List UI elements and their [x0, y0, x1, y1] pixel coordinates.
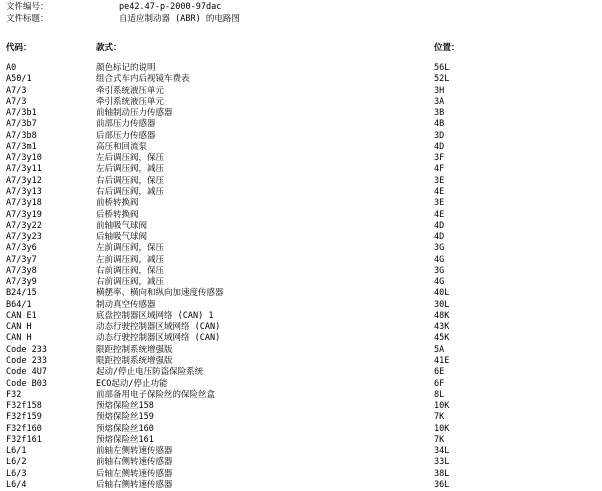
- table-row: [0, 243, 602, 254]
- row-code: L6/3: [6, 468, 27, 479]
- table-row: [0, 322, 602, 333]
- row-code: F32f160: [6, 423, 42, 434]
- table-row: [0, 255, 602, 266]
- row-name: 左前调压阀，保压: [96, 243, 165, 254]
- row-location: 40L: [434, 288, 450, 299]
- row-name: 预熔保险丝159: [96, 412, 154, 423]
- row-code: A7/3y6: [6, 243, 37, 254]
- row-code: Code 4U7: [6, 367, 47, 378]
- row-name: 后桥转换阀: [96, 209, 139, 220]
- row-code: A7/3y10: [6, 153, 42, 164]
- row-code: A7/3b8: [6, 130, 37, 141]
- row-name: 前桥转换阀: [96, 198, 139, 209]
- row-code: A7/3y18: [6, 198, 42, 209]
- table-row: [0, 424, 602, 435]
- table-row: [0, 131, 602, 142]
- table-row: [0, 153, 602, 164]
- table-row: [0, 457, 602, 468]
- row-location: 3D: [434, 130, 445, 141]
- row-name: 右前调压阀，保压: [96, 265, 165, 276]
- row-location: 3G: [434, 265, 445, 276]
- row-code: A7/3y11: [6, 164, 42, 175]
- row-code: A7/3y19: [6, 209, 42, 220]
- row-name: 牵引系统液压单元: [96, 85, 165, 96]
- row-location: 4E: [434, 209, 445, 220]
- row-name: 颜色标记的说明: [96, 63, 156, 73]
- table-row: [0, 164, 602, 175]
- table-row: [0, 232, 602, 243]
- row-code: A7/3y13: [6, 186, 42, 197]
- row-code: F32f158: [6, 401, 42, 412]
- row-code: A7/3m1: [6, 141, 37, 152]
- row-code: Code B03: [6, 378, 47, 389]
- row-code: Code 233: [6, 344, 47, 355]
- row-name: 横摆率、横向和纵向加速度传感器: [96, 288, 224, 299]
- row-location: 3B: [434, 108, 445, 119]
- table-row: [0, 142, 602, 153]
- row-location: 3A: [434, 96, 445, 107]
- row-location: 4E: [434, 186, 445, 197]
- table-row: [0, 119, 602, 130]
- row-name: 左后调压阀，减压: [96, 164, 165, 175]
- table-row: [0, 333, 602, 344]
- row-name: 前轴右侧转速传感器: [96, 457, 173, 468]
- row-location: 8L: [434, 389, 445, 400]
- row-name: 动态行驶控制器区域网络 (CAN): [96, 322, 221, 333]
- row-location: 4D: [434, 232, 445, 243]
- row-location: 7K: [434, 434, 445, 445]
- table-row: [0, 63, 602, 74]
- row-location: 45K: [434, 333, 450, 344]
- row-location: 6E: [434, 367, 445, 378]
- table-row: [0, 435, 602, 446]
- row-location: 3F: [434, 153, 445, 164]
- table-row: [0, 311, 602, 322]
- row-location: 4B: [434, 119, 445, 130]
- row-location: 52L: [434, 74, 450, 85]
- table-row: [0, 288, 602, 299]
- row-code: L6/2: [6, 457, 27, 468]
- row-name: 右前调压阀，减压: [96, 277, 165, 288]
- table-row: [0, 198, 602, 209]
- row-code: CAN H: [6, 333, 32, 344]
- row-name: 预熔保险丝161: [96, 434, 154, 445]
- row-name: 预熔保险丝158: [96, 401, 154, 412]
- row-code: A7/3y9: [6, 277, 37, 288]
- row-code: A7/3y8: [6, 265, 37, 276]
- row-name: 组合式车内后视镜车费表: [96, 74, 190, 85]
- table-row: [0, 277, 602, 288]
- row-location: 4D: [434, 220, 445, 231]
- table-row: [0, 74, 602, 85]
- row-name: 限距控制系统增强版: [96, 356, 173, 367]
- row-location: 10K: [434, 423, 450, 434]
- row-code: A7/3y12: [6, 175, 42, 186]
- row-name: 动态行驶控制器区域网络 (CAN): [96, 333, 221, 344]
- row-location: 10K: [434, 401, 450, 412]
- row-location: 4G: [434, 254, 445, 265]
- row-name: 前轴制动压力传感器: [96, 108, 173, 119]
- location-column-header: 位置：: [434, 43, 460, 53]
- row-code: L6/1: [6, 446, 27, 457]
- table-row: [0, 446, 602, 457]
- row-name: 右后调压阀，减压: [96, 186, 165, 197]
- row-location: 48K: [434, 310, 450, 321]
- row-location: 4F: [434, 164, 445, 175]
- row-name: 牵引系统液压单元: [96, 96, 165, 107]
- table-row: [0, 390, 602, 401]
- doc-number-label: 文件编号：: [6, 2, 49, 12]
- row-location: 3G: [434, 243, 445, 254]
- row-code: F32f161: [6, 434, 42, 445]
- row-location: 33L: [434, 457, 450, 468]
- row-code: A7/3b1: [6, 108, 37, 119]
- row-location: 4G: [434, 277, 445, 288]
- row-name: 起动/停止电压防盗保险系统: [96, 367, 204, 378]
- doc-number-value: pe42.47-p-2000-97dac: [119, 2, 222, 12]
- row-code: CAN H: [6, 322, 32, 333]
- row-name: 左前调压阀，减压: [96, 254, 165, 265]
- row-location: 36L: [434, 479, 450, 490]
- row-name: 左后调压阀，保压: [96, 153, 165, 164]
- table-row: [0, 187, 602, 198]
- table-row: [0, 210, 602, 221]
- doc-title-label: 文件标题：: [6, 14, 49, 24]
- code-column-header: 代码：: [6, 43, 32, 53]
- row-name: 前轴吸气球阀: [96, 220, 148, 231]
- row-name: 高压和回流泵: [96, 141, 148, 152]
- doc-title-value: 自适应制动器 (ABR) 的电路图: [119, 14, 240, 24]
- row-code: F32: [6, 389, 22, 400]
- table-row: [0, 97, 602, 108]
- row-location: 3E: [434, 175, 445, 186]
- table-row: [0, 469, 602, 480]
- row-code: A7/3: [6, 96, 27, 107]
- row-name: 限距控制系统增强版: [96, 344, 173, 355]
- row-code: A7/3y23: [6, 232, 42, 243]
- table-row: [0, 412, 602, 423]
- row-location: 4D: [434, 141, 445, 152]
- row-code: Code 233: [6, 356, 47, 367]
- row-code: L6/4: [6, 479, 27, 490]
- table-row: [0, 367, 602, 378]
- row-name: 前部备用电子保险丝的保险丝盒: [96, 389, 216, 400]
- row-name: ECO起动/停止功能: [96, 378, 168, 389]
- row-code: A7/3y7: [6, 254, 37, 265]
- row-code: A7/3: [6, 85, 27, 96]
- row-location: 56L: [434, 63, 450, 73]
- row-name: 后轴右侧转速传感器: [96, 479, 173, 490]
- row-name: 后部压力传感器: [96, 130, 156, 141]
- row-code: CAN E1: [6, 310, 37, 321]
- row-name: 前部压力传感器: [96, 119, 156, 130]
- row-name: 右后调压阀，保压: [96, 175, 165, 186]
- row-code: B64/1: [6, 299, 32, 310]
- row-location: 34L: [434, 446, 450, 457]
- row-location: 3E: [434, 198, 445, 209]
- row-name: 制动真空传感器: [96, 299, 156, 310]
- table-row: [0, 300, 602, 311]
- table-row: [0, 266, 602, 277]
- table-row: [0, 86, 602, 97]
- row-location: 7K: [434, 412, 445, 423]
- row-code: A7/3y22: [6, 220, 42, 231]
- row-code: A0: [6, 63, 17, 73]
- row-code: A7/3b7: [6, 119, 37, 130]
- row-name: 前轴左侧转速传感器: [96, 446, 173, 457]
- row-code: A50/1: [6, 74, 32, 85]
- row-location: 30L: [434, 299, 450, 310]
- name-column-header: 款式：: [96, 43, 122, 53]
- table-row: [0, 379, 602, 390]
- row-name: 后轴左侧转速传感器: [96, 468, 173, 479]
- table-row: [0, 356, 602, 367]
- row-location: 5A: [434, 344, 445, 355]
- table-row: [0, 480, 602, 491]
- table-row: [0, 401, 602, 412]
- table-row: [0, 176, 602, 187]
- row-location: 41E: [434, 356, 450, 367]
- row-name: 底盘控制器区域网络 (CAN) 1: [96, 310, 214, 321]
- row-location: 43K: [434, 322, 450, 333]
- table-row: [0, 221, 602, 232]
- row-code: B24/15: [6, 288, 37, 299]
- table-row: [0, 345, 602, 356]
- row-location: 38L: [434, 468, 450, 479]
- table-row: [0, 108, 602, 119]
- row-name: 后轴吸气球阀: [96, 232, 148, 243]
- row-code: F32f159: [6, 412, 42, 423]
- row-location: 3H: [434, 85, 445, 96]
- row-location: 6F: [434, 378, 445, 389]
- row-name: 预熔保险丝160: [96, 423, 154, 434]
